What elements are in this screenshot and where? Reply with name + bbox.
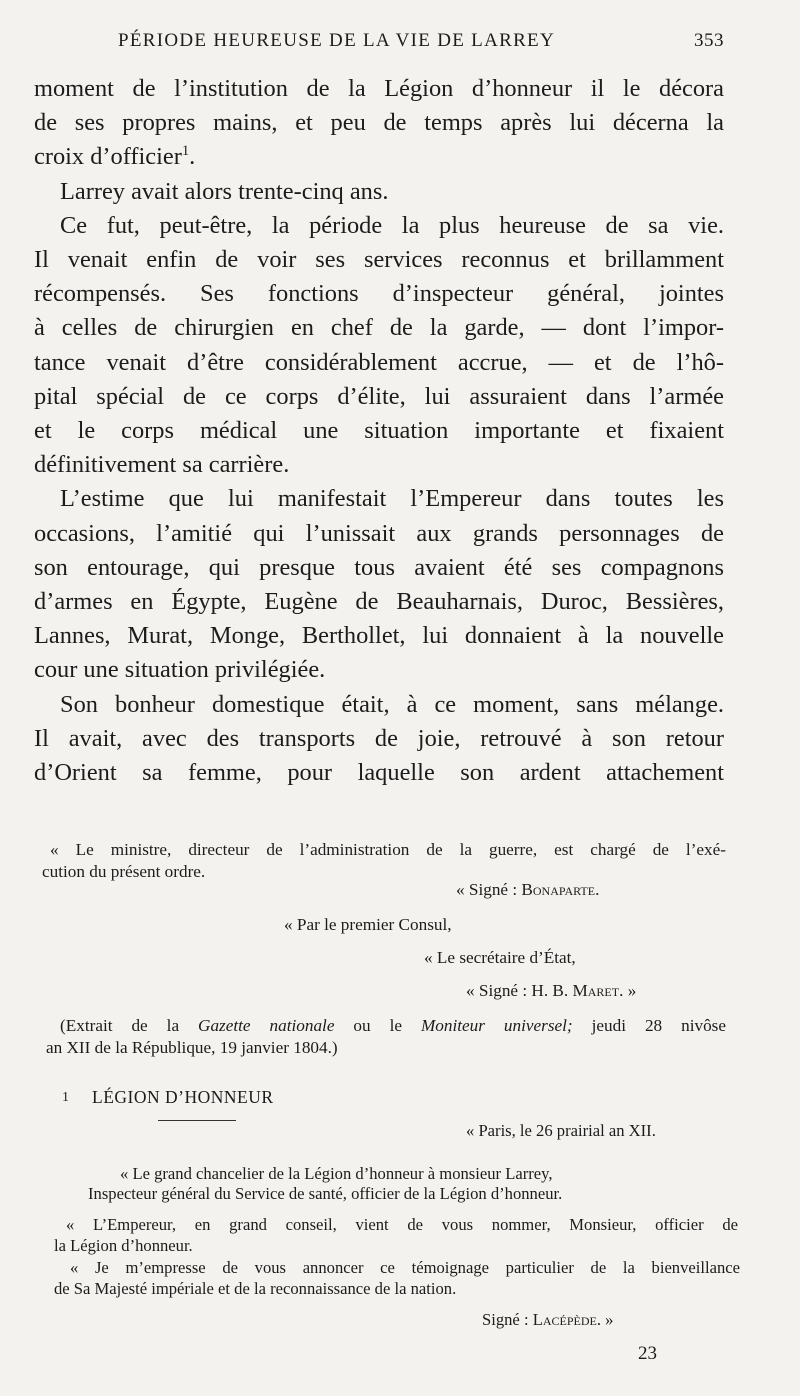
letter-paragraph-2 [54, 1257, 740, 1299]
text-line: moment de l’institution de la Légion d’honneur il le décora [34, 75, 724, 102]
publication-title: Moniteur universel; [420, 1016, 573, 1035]
secretary-line: « Le secrétaire d’État, [424, 948, 576, 967]
text-line: pital spécial de ce corps d’élite, lui assuraient dans l’armée [34, 382, 724, 410]
text-line [46, 1015, 726, 1037]
paragraph-age: Larrey avait alors trente-cinq ans. [60, 177, 389, 205]
heading-rule [158, 1120, 236, 1121]
signer-name: Maret [572, 981, 620, 1000]
text-line: occasions, l’amitié qui l’unissait aux grands personnages de [34, 519, 724, 547]
running-title: PÉRIODE HEUREUSE DE LA VIE DE LARREY [118, 30, 555, 51]
signer-name: Lacépède [532, 1310, 597, 1329]
place-date: « Paris, le 26 prairial an XII. [466, 1121, 656, 1140]
text-line: Ce fut, peut-être, la période la plus heureuse de sa vie. [60, 211, 724, 239]
signer-name: Bonaparte [521, 880, 596, 899]
text-line [34, 140, 724, 174]
text-fragment: croix d’officier [34, 143, 182, 171]
address-line: Inspecteur général du Service de santé, officier de la Légion d’honneur. [88, 1184, 563, 1203]
signature-maret [466, 981, 636, 1001]
text-line: récompensés. Ses fonctions d’inspecteur général, jointes [34, 280, 724, 308]
consul-line: « Par le premier Consul, [284, 915, 452, 934]
footnote-reference: 1 [181, 143, 190, 160]
text-line: L’estime que lui manifestait l’Empereur dans toutes les [60, 485, 724, 513]
running-head [0, 30, 800, 60]
paragraph-happy-period [34, 209, 724, 483]
paragraph-domestic [34, 688, 724, 791]
text-fragment: jeudi 28 nivôse [572, 1016, 726, 1035]
text-fragment: Signé : [482, 1310, 533, 1329]
text-line: « Le ministre, directeur de l’administration de la guerre, est chargé de l’exé- [50, 840, 726, 859]
text-fragment: . [189, 143, 196, 171]
signature-lacepede [482, 1310, 613, 1330]
text-fragment: . [595, 880, 600, 899]
text-line: de ses propres mains, et peu de temps après lui décerna la [34, 109, 724, 137]
text-fragment: ou le [334, 1016, 421, 1035]
page-number: 353 [694, 30, 724, 51]
text-line: de Sa Majesté impériale et de la reconnaissance de la nation. [54, 1279, 457, 1298]
text-fragment: (Extrait de la [60, 1016, 199, 1035]
text-line: d’Orient sa femme, pour laquelle son ardent attachement [34, 759, 724, 787]
text-fragment: . » [619, 981, 637, 1000]
signature-bonaparte [456, 880, 599, 900]
text-fragment: « Signé : [456, 880, 522, 899]
text-line: cour une situation privilégiée. [34, 656, 326, 684]
main-text [34, 72, 724, 790]
text-line: définitivement sa carrière. [34, 451, 290, 479]
text-line: et le corps médical une situation importante et fixaient [34, 417, 724, 445]
text-line: Lannes, Murat, Monge, Berthollet, lui donnaient à la nouvelle [34, 622, 724, 650]
text-line: tance venait d’être considérablement accrue, — et de l’hô- [34, 348, 724, 376]
paragraph-emperor-esteem [34, 482, 724, 687]
text-line: « L’Empereur, en grand conseil, vient de vous nommer, Monsieur, officier de [66, 1215, 738, 1234]
text-fragment: . » [596, 1310, 614, 1329]
text-line: son entourage, qui presque tous avaient été ses compagnons [34, 553, 724, 581]
text-line: la Légion d’honneur. [54, 1236, 193, 1255]
text-line: à celles de chirurgien en chef de la garde, — dont l’impor- [34, 314, 724, 342]
text-line: cution du présent ordre. [42, 862, 206, 881]
signature-folio: 23 [638, 1343, 657, 1364]
footnote-marker: 1 [62, 1090, 69, 1105]
decree-closing [42, 839, 726, 883]
address-line: « Le grand chancelier de la Légion d’honneur à monsieur Larrey, [120, 1164, 553, 1183]
text-line: an XII de la République, 19 janvier 1804.) [46, 1038, 338, 1057]
publication-title: Gazette nationale [198, 1016, 335, 1035]
footnote-heading: LÉGION D’HONNEUR [92, 1087, 274, 1107]
source-citation [46, 1015, 726, 1059]
text-line: « Je m’empresse de vous annoncer ce témoignage particulier de la bienveillance [70, 1258, 740, 1277]
text-line: Il venait enfin de voir ses services reconnus et brillamment [34, 246, 724, 274]
letter-paragraph-1 [54, 1214, 738, 1256]
text-line: Il avait, avec des transports de joie, retrouvé à son retour [34, 724, 724, 752]
text-fragment: « Signé : H. B. [466, 981, 573, 1000]
text-line: Son bonheur domestique était, à ce moment, sans mélange. [60, 690, 724, 718]
text-line: d’armes en Égypte, Eugène de Beauharnais, Duroc, Bessières, [34, 588, 724, 616]
